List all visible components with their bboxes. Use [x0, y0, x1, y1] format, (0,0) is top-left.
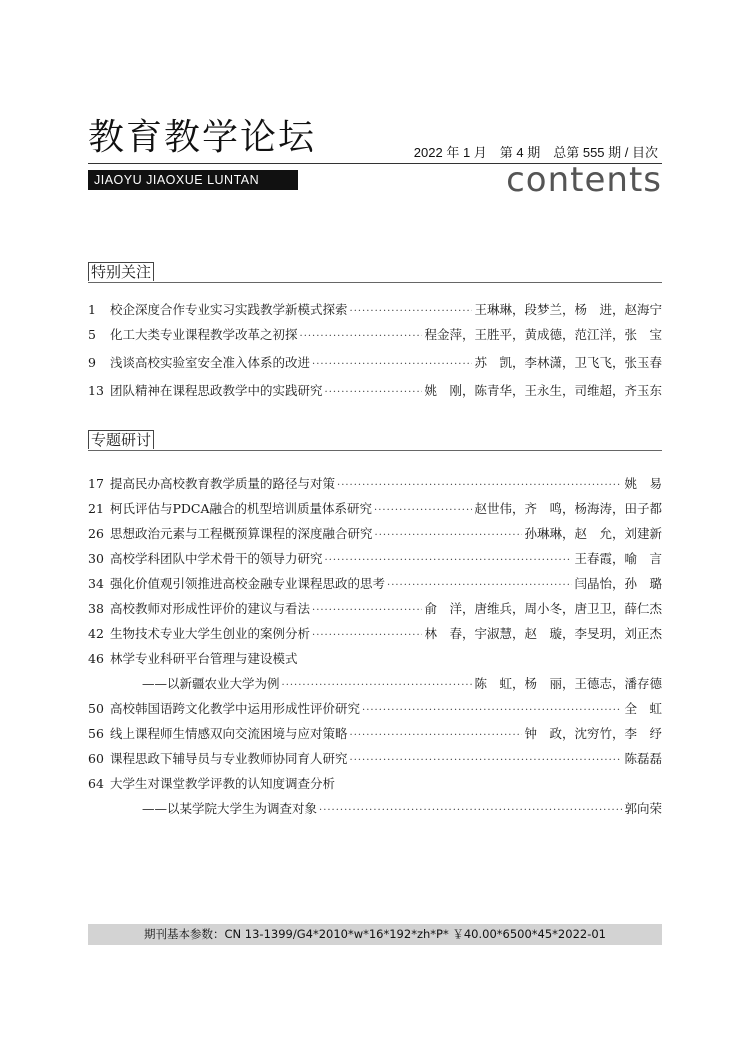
toc-entry[interactable] [88, 499, 662, 524]
article-authors: 全 虹 [624, 701, 662, 716]
toc-entry[interactable] [88, 749, 662, 774]
article-title: 课程思政下辅导员与专业教师协同育人研究 [110, 751, 348, 766]
leader-dots [312, 359, 472, 370]
article-authors: 俞 洋，唐维兵，周小冬，唐卫卫，薛仁杰 [424, 601, 662, 616]
article-authors: 王琳琳，段梦兰，杨 进，赵海宁 [474, 302, 662, 317]
article-title: 生物技术专业大学生创业的案例分析 [110, 626, 311, 641]
leader-dots [325, 387, 423, 398]
article-title: 校企深度合作专业实习实践教学新模式探索 [110, 302, 348, 317]
page-number: 9 [88, 355, 96, 370]
toc-entry[interactable] [88, 699, 662, 724]
article-authors: 赵世伟，齐 鸣，杨海涛，田子都 [474, 501, 662, 516]
article-authors: 陈 虹，杨 丽，王德志，潘存德 [474, 676, 662, 691]
article-title: 林学专业科研平台管理与建设模式 [110, 651, 298, 666]
article-title: 线上课程师生情感双向交流困境与应对策略 [110, 726, 348, 741]
article-authors: 林 春，宇淑慧，赵 璇，李旻玥，刘正杰 [424, 626, 662, 641]
article-authors: 姚 易 [624, 476, 662, 491]
toc-list-special-focus [88, 300, 662, 409]
article-title: 高校教师对形成性评价的建议与看法 [110, 601, 311, 616]
toc-entry-continuation[interactable] [88, 799, 662, 824]
page-number: 50 [88, 701, 104, 716]
issue-info: 2022 年 1 月 第 4 期 总第 555 期 / 目次 [413, 145, 658, 160]
article-authors: 孙琳琳，赵 允，刘建新 [524, 526, 662, 541]
toc-entry-continuation[interactable] [88, 674, 662, 699]
section-header-special-focus [88, 262, 662, 283]
toc-entry[interactable] [88, 574, 662, 599]
article-title: 强化价值观引领推进高校金融专业课程思政的思考 [110, 576, 386, 591]
leader-dots [300, 331, 423, 342]
toc-entry[interactable] [88, 353, 662, 381]
leader-dots [319, 805, 622, 816]
journal-parameters-bar: 期刊基本参数：CN 13-1399/G4*2010*w*16*192*zh*P* ￥40.00*6500*45*2022-01 [88, 924, 662, 945]
page-number: 46 [88, 651, 104, 666]
page-number: 26 [88, 526, 104, 541]
leader-dots [375, 530, 523, 541]
article-title: 团队精神在课程思政教学中的实践研究 [110, 383, 323, 398]
journal-pinyin-banner: JIAOYU JIAOXUE LUNTAN [88, 170, 298, 190]
toc-list-topic-discussion [88, 474, 662, 824]
article-authors: 闫晶怡，孙 璐 [574, 576, 662, 591]
toc-entry[interactable] [88, 474, 662, 499]
article-title: 高校韩国语跨文化教学中运用形成性评价研究 [110, 701, 361, 716]
article-authors: 王春霞，喻 言 [574, 551, 662, 566]
section-label: 特别关注 [88, 262, 154, 281]
leader-dots [350, 306, 473, 317]
toc-entry[interactable] [88, 649, 662, 674]
article-subtitle: ——以某学院大学生为调查对象 [142, 801, 318, 816]
page-number: 60 [88, 751, 104, 766]
article-authors: 苏 凯，李林潇，卫飞飞，张玉春 [474, 355, 662, 370]
leader-dots [312, 630, 422, 641]
leader-dots [337, 480, 622, 491]
article-authors: 钟 政，沈穷竹，李 纾 [524, 726, 662, 741]
article-title: 化工大类专业课程教学改革之初探 [110, 327, 298, 342]
leader-dots [350, 730, 523, 741]
page-number: 17 [88, 476, 104, 491]
page-number: 5 [88, 327, 96, 342]
leader-dots [387, 580, 572, 591]
article-title: 浅谈高校实验室安全准入体系的改进 [110, 355, 311, 370]
article-title: 高校学科团队中学术骨干的领导力研究 [110, 551, 323, 566]
article-title: 思想政治元素与工程概预算课程的深度融合研究 [110, 526, 373, 541]
page-number: 30 [88, 551, 104, 566]
leader-dots [325, 555, 573, 566]
section-label: 专题研讨 [88, 430, 154, 449]
contents-heading: contents [506, 160, 662, 200]
page-number: 21 [88, 501, 104, 516]
toc-entry[interactable] [88, 300, 662, 325]
toc-entry[interactable] [88, 599, 662, 624]
page-number: 38 [88, 601, 104, 616]
article-title: 柯氏评估与PDCA融合的机型培训质量体系研究 [110, 501, 373, 516]
toc-entry[interactable] [88, 549, 662, 574]
article-title: 提高民办高校教育教学质量的路径与对策 [110, 476, 336, 491]
journal-title: 教育教学论坛 [88, 117, 317, 158]
page-number: 34 [88, 576, 104, 591]
article-authors: 姚 刚，陈青华，王永生，司维超，齐玉东 [424, 383, 662, 398]
leader-dots [282, 680, 473, 691]
article-title: 大学生对课堂教学评教的认知度调查分析 [110, 776, 336, 791]
article-subtitle: ——以新疆农业大学为例 [142, 676, 280, 691]
section-header-topic-discussion [88, 430, 662, 451]
page-number: 64 [88, 776, 104, 791]
toc-entry[interactable] [88, 381, 662, 409]
toc-entry[interactable] [88, 524, 662, 549]
leader-dots [312, 605, 422, 616]
toc-entry[interactable] [88, 724, 662, 749]
article-authors: 程金萍，王胜平，黄成德，范江洋，张 宝 [424, 327, 662, 342]
leader-dots [362, 705, 622, 716]
toc-entry[interactable] [88, 325, 662, 353]
toc-entry[interactable] [88, 774, 662, 799]
article-authors: 郭向荣 [624, 801, 662, 816]
page-number: 56 [88, 726, 104, 741]
article-authors: 陈磊磊 [624, 751, 662, 766]
leader-dots [374, 505, 472, 516]
page-number: 1 [88, 302, 96, 317]
leader-dots [350, 755, 623, 766]
page-number: 13 [88, 383, 104, 398]
page-number: 42 [88, 626, 104, 641]
toc-entry[interactable] [88, 624, 662, 649]
